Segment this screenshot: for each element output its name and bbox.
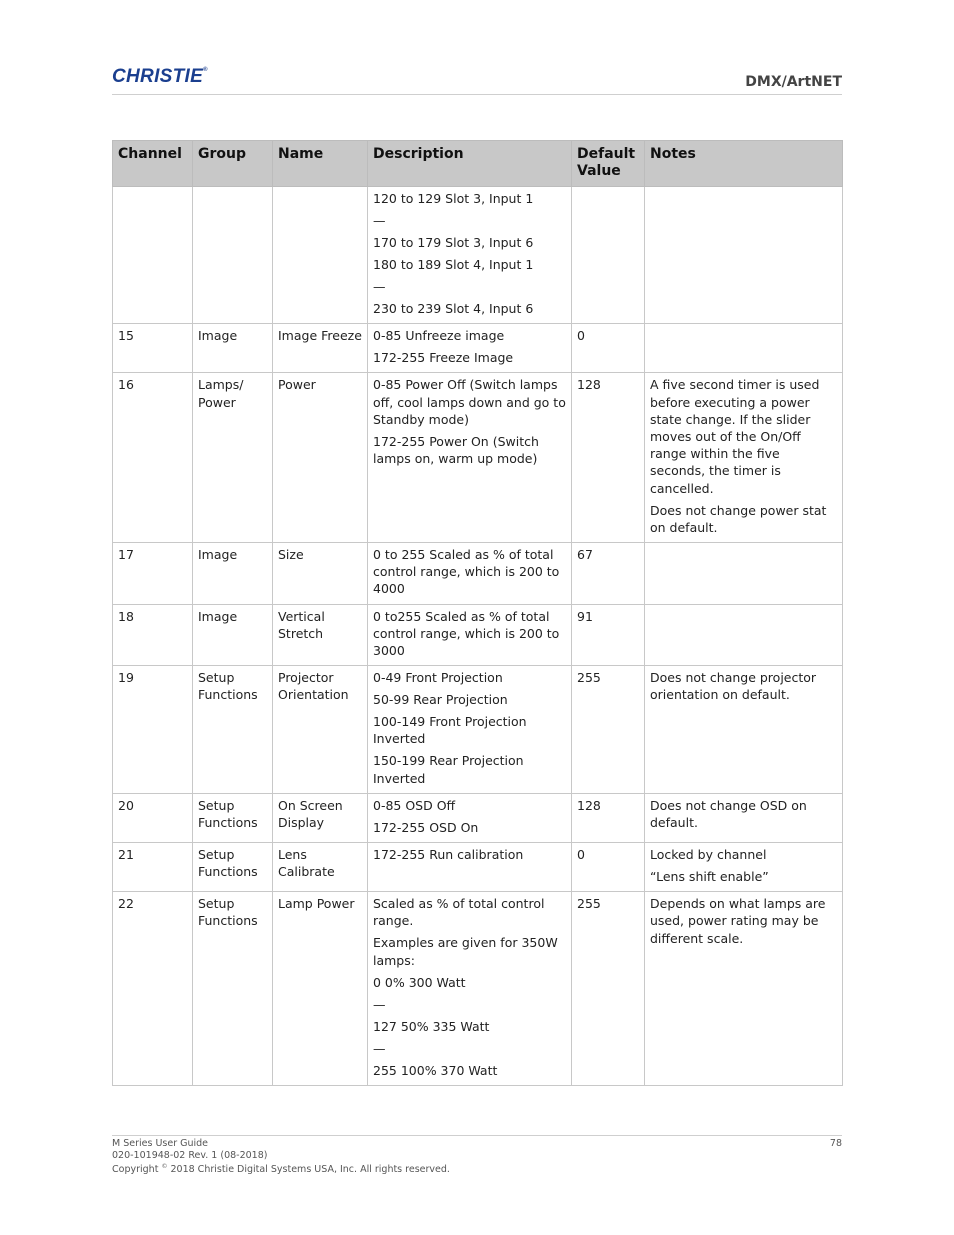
column-header-description: Description — [368, 141, 572, 187]
note-line: A five second timer is used before executing a power state change. If the slider moves out of the On/Off range within the five seconds, the timer is cancelled. — [650, 377, 820, 496]
description-line: Examples are given for 350W lamps: — [373, 935, 558, 968]
cell-description — [368, 187, 572, 324]
cell-channel: 15 — [113, 324, 193, 373]
cell-name: Image Freeze — [273, 324, 368, 373]
cell-description — [368, 604, 572, 666]
cell-default-value: 91 — [572, 604, 645, 666]
cell-default-value: 255 — [572, 892, 645, 1086]
cell-group: Image — [193, 604, 273, 666]
cell-default-value: 128 — [572, 373, 645, 543]
description-line: 230 to 239 Slot 4, Input 6 — [373, 301, 534, 316]
note-line: Does not change projector orientation on default. — [650, 670, 817, 703]
cell-channel: 18 — [113, 604, 193, 666]
column-header-default-value: Default Value — [572, 141, 645, 187]
cell-description — [368, 666, 572, 794]
description-line: 255 100% 370 Watt — [373, 1062, 498, 1078]
cell-name — [273, 187, 368, 324]
cell-channel: 17 — [113, 543, 193, 605]
cell-description — [368, 843, 572, 892]
cell-group: Setup Functions — [193, 793, 273, 842]
description-line: Scaled as % of total control range. — [373, 896, 545, 929]
registered-mark: ® — [203, 67, 208, 73]
cell-description — [368, 892, 572, 1086]
cell-name: Lens Calibrate — [273, 843, 368, 892]
copyright-symbol: © — [161, 1163, 168, 1170]
cell-notes — [645, 373, 843, 543]
cell-default-value: 0 — [572, 843, 645, 892]
cell-group: Image — [193, 324, 273, 373]
header-divider — [112, 94, 842, 95]
description-line: 180 to 189 Slot 4, Input 1 — [373, 257, 534, 272]
table-row — [113, 666, 843, 794]
note-line: Locked by channel — [650, 847, 767, 863]
footer-copyright — [112, 1161, 450, 1176]
description-line: 0-85 Power Off (Switch lamps off, cool lamps down and go to Standby mode) — [373, 377, 566, 427]
description-line: 0-85 OSD Off — [373, 797, 456, 813]
table-row — [113, 373, 843, 543]
description-line: — — [373, 996, 386, 1012]
column-header-channel: Channel — [113, 141, 193, 187]
table-row — [113, 187, 843, 324]
cell-name: Lamp Power — [273, 892, 368, 1086]
cell-description — [368, 543, 572, 605]
description-line: 172-255 OSD On — [373, 819, 479, 835]
description-line: — — [373, 279, 386, 294]
table-row — [113, 324, 843, 373]
cell-default-value: 128 — [572, 793, 645, 842]
cell-default-value: 255 — [572, 666, 645, 794]
cell-description — [368, 373, 572, 543]
cell-name: Size — [273, 543, 368, 605]
footer-divider — [112, 1135, 842, 1136]
cell-default-value: 0 — [572, 324, 645, 373]
cell-notes — [645, 187, 843, 324]
description-line: 172-255 Run calibration — [373, 847, 524, 863]
cell-group: Setup Functions — [193, 666, 273, 794]
table-row — [113, 793, 843, 842]
cell-channel: 19 — [113, 666, 193, 794]
cell-name: Vertical Stretch — [273, 604, 368, 666]
description-line: 170 to 179 Slot 3, Input 6 — [373, 235, 534, 250]
description-line: 172-255 Power On (Switch lamps on, warm up mode) — [373, 433, 539, 467]
cell-notes — [645, 604, 843, 666]
copyright-text: 2018 Christie Digital Systems USA, Inc. All rights reserved. — [170, 1164, 450, 1176]
cell-description — [368, 793, 572, 842]
cell-description — [368, 324, 572, 373]
note-line: “Lens shift enable” — [650, 869, 769, 885]
dmx-channel-table — [112, 140, 843, 1086]
description-line: 100-149 Front Projection Inverted — [373, 714, 527, 747]
cell-group: Setup Functions — [193, 892, 273, 1086]
table-row — [113, 604, 843, 666]
description-line: 120 to 129 Slot 3, Input 1 — [373, 191, 534, 206]
cell-channel: 21 — [113, 843, 193, 892]
description-line: 0 0% 300 Watt — [373, 974, 466, 990]
column-header-group: Group — [193, 141, 273, 187]
description-line: 0 to 255 Scaled as % of total control range, which is 200 to 4000 — [373, 547, 560, 597]
cell-notes — [645, 793, 843, 842]
cell-default-value: 67 — [572, 543, 645, 605]
cell-group: Lamps/ Power — [193, 373, 273, 543]
cell-channel: 20 — [113, 793, 193, 842]
description-line: 0-85 Unfreeze image — [373, 328, 505, 344]
footer-guide-title: M Series User Guide — [112, 1138, 209, 1149]
section-title: DMX/ArtNET — [745, 74, 842, 90]
table-row — [113, 843, 843, 892]
logo-wordmark: CHRISTIE — [112, 66, 204, 87]
description-line: 0 to255 Scaled as % of total control range, which is 200 to 3000 — [373, 608, 560, 659]
table-row — [113, 543, 843, 605]
cell-group — [193, 187, 273, 324]
description-line: 0-49 Front Projection — [373, 670, 503, 686]
cell-notes — [645, 666, 843, 794]
column-header-notes: Notes — [645, 141, 843, 187]
cell-group: Image — [193, 543, 273, 605]
cell-group: Setup Functions — [193, 843, 273, 892]
cell-notes — [645, 324, 843, 373]
table-header-row — [113, 141, 843, 187]
cell-name: Projector Orientation — [273, 666, 368, 794]
page-number: 78 — [829, 1138, 842, 1149]
cell-notes — [645, 543, 843, 605]
footer-revision: 020-101948-02 Rev. 1 (08-2018) — [112, 1149, 268, 1161]
cell-name: On Screen Display — [273, 793, 368, 842]
table-body — [113, 187, 843, 1086]
footer-info — [112, 1138, 450, 1176]
note-line: Does not change OSD on default. — [650, 797, 807, 831]
description-line: — — [373, 213, 386, 228]
cell-notes — [645, 843, 843, 892]
description-line: 127 50% 335 Watt — [373, 1018, 490, 1034]
christie-logo — [112, 66, 208, 88]
cell-default-value — [572, 187, 645, 324]
note-line: Depends on what lamps are used, power rating may be different scale. — [650, 896, 826, 946]
description-line: 50-99 Rear Projection — [373, 692, 508, 708]
description-line: 150-199 Rear Projection Inverted — [373, 753, 524, 786]
cell-channel: 16 — [113, 373, 193, 543]
note-line: Does not change power stat on default. — [650, 502, 827, 535]
copyright-prefix: Copyright — [112, 1164, 159, 1176]
cell-channel: 22 — [113, 892, 193, 1086]
column-header-name: Name — [273, 141, 368, 187]
table-row — [113, 892, 843, 1086]
cell-name: Power — [273, 373, 368, 543]
description-line: 172-255 Freeze Image — [373, 350, 514, 366]
description-line: — — [373, 1040, 386, 1056]
cell-notes — [645, 892, 843, 1086]
cell-channel — [113, 187, 193, 324]
